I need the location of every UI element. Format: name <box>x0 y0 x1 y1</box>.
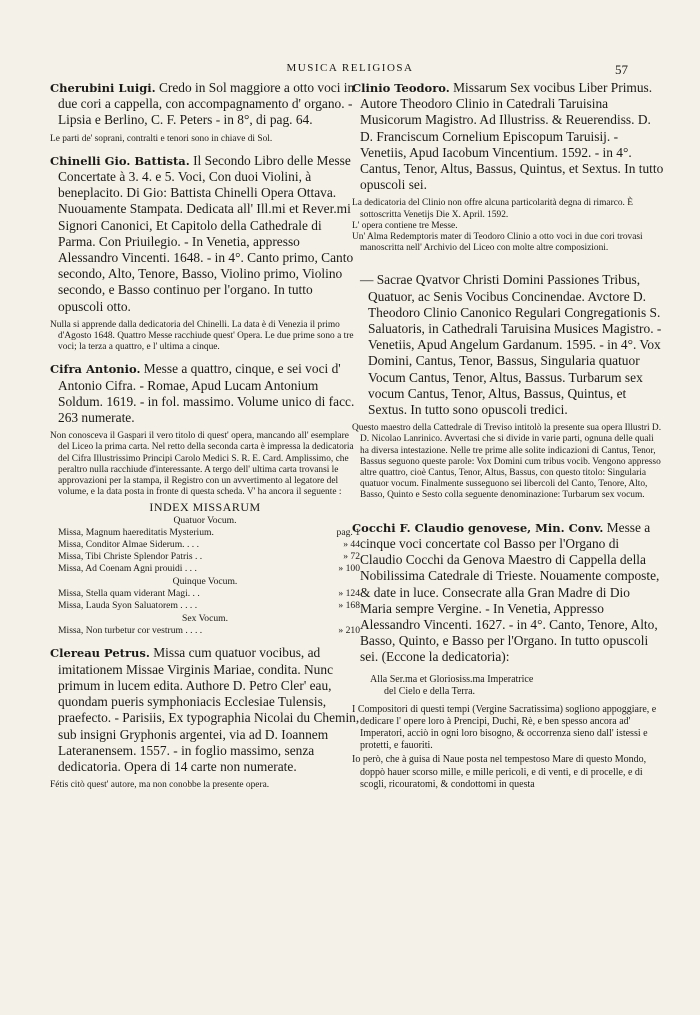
entry-note: La dedicatoria del Clinio non offre alcuna particolarità degna di rimarco. È sottoscritta Venetijs Die X. April. 1592. <box>352 198 633 220</box>
entry-body: Il Secondo Libro delle Messe Concertate à 3. 4. e 5. Voci, Con duoi Violini, à beneplacito. Di Gio: Battista Chinelli Opera Ottava. Nuouamente Stampata. Dedicata all' Ill.mi et Rever.mi Signori Canonici, Et Capitolo della Cathedrale di Parma. Con Priuilegio. - In Venetia, appresso Alessandro Vincenti. 1648. - in 4°. Canto primo, Canto secondo, Alto, Tenore, Basso, Violino primo, Violino secondo, e Basso continuo per l'organo. In tutto opuscoli otto. <box>58 152 354 314</box>
entry-note: L' opera contiene tre Messe. <box>352 220 458 231</box>
entry-note: Nulla si apprende dalla dedicatoria del Chinelli. La data è di Venezia il primo d'Agosto 1648. Quattro Messe racchiude quest' Opera. Le due prime sono a tre voci; la terza a quattro, e l' ultima a cinque. <box>50 319 354 353</box>
entry-body: — Sacrae Qvatvor Christi Domini Passiones Tribus, Quatuor, ac Senis Vocibus Concinendae. Avctore D. Theodoro Clinio Canonico Regulari Congregationis S. Saluatoris, in Cathedrali Taruisina Musices Magistro. - Venetiis, Apud Angelum Gardanum. 1595. - in 4°. Vox Domini, Cantus, Tenor, Bassus, Singularia quatuor Vocum Cantus, Tenor, Altus, Bassus. Turbarum sex vocum Cantus, Tenor, Altus, Bassus, Quintus, et Sextus. In tutto sono opuscoli tredici. <box>360 272 662 418</box>
index-page: » 124 <box>338 588 360 600</box>
index-page: » 72 <box>343 551 360 563</box>
index-mass-title: Missa, Non turbetur cor vestrum . . . . <box>58 625 203 637</box>
index-mass-title: Missa, Stella quam viderant Magi. . . <box>58 588 200 600</box>
index-mass-title: Missa, Tibi Christe Splendor Patris . . <box>58 551 203 563</box>
entry-text <box>50 361 360 426</box>
entry-heading: Cherubini Luigi. <box>50 81 156 95</box>
entry-cherubini <box>50 80 360 145</box>
entry-body: Missarum Sex vocibus Liber Primus. Autore Theodoro Clinio in Catedrali Taruisina Musicorum Magistro. Ad Illustriss. & Reuerendiss. D. D. Franciscum Cornelium Episcopum Taruisij. - Venetiis, Apud Iacobum Vincentium. 1592. - in 4°. Cantus, Tenor, Altus, Bassus, Quintus, et Sextus. In tutto opuscoli sei. <box>360 80 664 193</box>
dedication-line: del Cielo e della Terra. <box>384 685 476 697</box>
left-column <box>50 80 360 799</box>
entry-text <box>50 645 360 775</box>
entry-body: Messe a quattro, cinque, e sei voci d' Antonio Cifra. - Romae, Apud Lucam Antonium Soldum. 1619. - in fol. massimo. Volume unico di facc. 263 numerate. <box>58 361 355 426</box>
entry-heading: Clereau Petrus. <box>50 646 150 661</box>
index-page: » 168 <box>338 600 360 612</box>
entry-chinelli <box>50 153 360 354</box>
entry-note: Non conosceva il Gaspari il vero titolo di quest' opera, mancando all' esemplare del Liceo la prima carta. Nel retto della seconda carta è impressa la dedicatoria del Cifra Illustrissimo Principi Carolo Medici S. R. E. Card. Amplissimo, che peraltro nulla racchiude d'interessante. A tergo dell' ultima carta trovansi le approvazioni per la stampa, il Registro con un avvertimento al legatore del volume, e la data posta in fronte di questa scheda. V' ha ancora il seguente : <box>50 431 354 498</box>
spacer <box>352 510 664 520</box>
index-mass-title: Missa, Lauda Syon Saluatorem . . . . <box>58 600 198 612</box>
index-title: INDEX MISSARUM <box>149 500 261 515</box>
entry-text <box>352 520 664 666</box>
page-header <box>0 62 700 80</box>
index-row <box>50 563 360 575</box>
index-mass-title: Missa, Ad Coenam Agni prouidi . . . <box>58 563 197 575</box>
entry-cifra <box>50 361 360 637</box>
page-number: 57 <box>615 62 628 77</box>
dedication-text: I Compositori di questi tempi (Vergine Sacratissima) sogliono appoggiare, e dedicare l' opere loro à Prencipi, Duchi, Rè, e ben spesso ancora ad' Imperatori, acciò in ogni loro bisogno, & occorrenza sieno dall' istessi e protetti, e fauoriti. <box>352 703 657 752</box>
entry-text <box>50 80 360 129</box>
entry-note: Questo maestro della Cattedrale di Treviso intitolò la presente sua opera Illustri D. D. Nicolao Lanrinico. Avvertasi che si divide in varie parti, ognuna delle quali ha diversa intestazione. Nelle tre prime alle solite indicazioni di Cantus, Tenor, Bassus seguono queste parole: Vox Domini cum tribus vocib. Vengono appresso altre quattro, cioè Cantus, Tenor, Altus, Bassus, con questo titolo: Singularia quatuor vocum. Finalmente susseguono sei libercoli del Canto, Tenore, Alto, Basso, Quinto e Sesto colla seguente denominazione: Turbarum sex vocum. <box>352 423 662 501</box>
index-row <box>50 588 360 600</box>
entry-heading: Clinio Teodoro. <box>352 81 450 95</box>
right-column <box>352 80 664 799</box>
index-page: » 210 <box>338 625 360 637</box>
index-mass-title: Missa, Magnum haereditatis Mysterium. <box>58 527 214 539</box>
index-page: pag. 1 <box>336 527 360 539</box>
entry-note: Un' Alma Redemptoris mater di Teodoro Clinio a otto voci in due cori trovasi manoscritta nell' Archivio del Liceo con molte altre composizioni. <box>352 232 643 254</box>
index-group-heading: Quatuor Vocum. <box>173 515 237 527</box>
entry-note: Le parti de' soprani, contralti e tenori sono in chiave di Sol. <box>50 133 273 144</box>
index-group-heading: Quinque Vocum. <box>172 576 238 588</box>
spacer <box>352 262 664 272</box>
index-page: » 44 <box>343 539 360 551</box>
dedication-text: Io però, che à guisa di Naue posta nel tempestoso Mare di questo Mondo, doppò hauer scorso mille, e mille pericoli, e di venti, e di procelle, e di scogli, ricouratomi, & condottomi in questa <box>352 754 647 790</box>
entry-clinio-missarum <box>352 80 664 254</box>
index-row <box>50 539 360 551</box>
entry-body: Messe a cinque voci concertate col Basso per l'Organo di Claudio Cocchi da Genova Maestro di Cappella della Nobilissima Catedrale di Trieste. Nouamente composte, & date in luce. Consecrate alla Gran Madre di Dio Maria sempre Vergine. - In Venetia, Appresso Alessandro Vincenti. 1627. - in 4°. Canto, Tenore, Alto, Basso, Quinto, e Basso per l'Organo. In tutto opuscoli sei. (Eccone la dedicatoria): <box>360 519 660 665</box>
index-page: » 100 <box>338 563 360 575</box>
entry-text <box>352 80 664 193</box>
entry-heading: Chinelli Gio. Battista. <box>50 153 190 168</box>
running-title: MUSICA RELIGIOSA <box>286 62 414 74</box>
entry-body: Credo in Sol maggiore a otto voci in due cori a cappella, con accompagnamento d' organo. - Lipsia e Berlino, C. F. Peters - in 8°, di pag. 64. <box>58 80 355 128</box>
index-row <box>50 527 360 539</box>
index-row <box>50 551 360 563</box>
entry-body: Missa cum quatuor vocibus, ad imitationem Missae Virginis Mariae, condita. Nunc primum in lucem edita. Authore D. Petro Cler' eau, quondam pueris symphoniacis Ecclesiae Tulensis, praefecto. - Parisiis, Ex typographia Nicolai du Chemin, sub insigni Gryphonis argentei, via ad D. Ioannem Lateranensem. 1557. - in foglio massimo, senza dedicatoria. Opera di 14 carte non numerate. <box>58 645 360 774</box>
entry-clinio-passiones <box>352 272 664 501</box>
index-row <box>50 600 360 612</box>
entry-text <box>50 153 360 315</box>
index-group-heading: Sex Vocum. <box>181 613 229 625</box>
dedication-line: Alla Ser.ma et Gloriosiss.ma Imperatrice <box>370 673 534 685</box>
entry-clereau <box>50 645 360 791</box>
entry-cocchi <box>352 520 664 791</box>
entry-heading: Cocchi F. Claudio genovese, Min. Conv. <box>352 520 604 535</box>
index-missarum <box>50 500 360 637</box>
index-row <box>50 625 360 637</box>
dedication-heading <box>370 674 664 698</box>
entry-heading: Cifra Antonio. <box>50 362 141 377</box>
index-mass-title: Missa, Conditor Almae Siderum. . . . <box>58 539 199 551</box>
entry-note: Fétis citò quest' autore, ma non conobbe la presente opera. <box>50 780 270 791</box>
